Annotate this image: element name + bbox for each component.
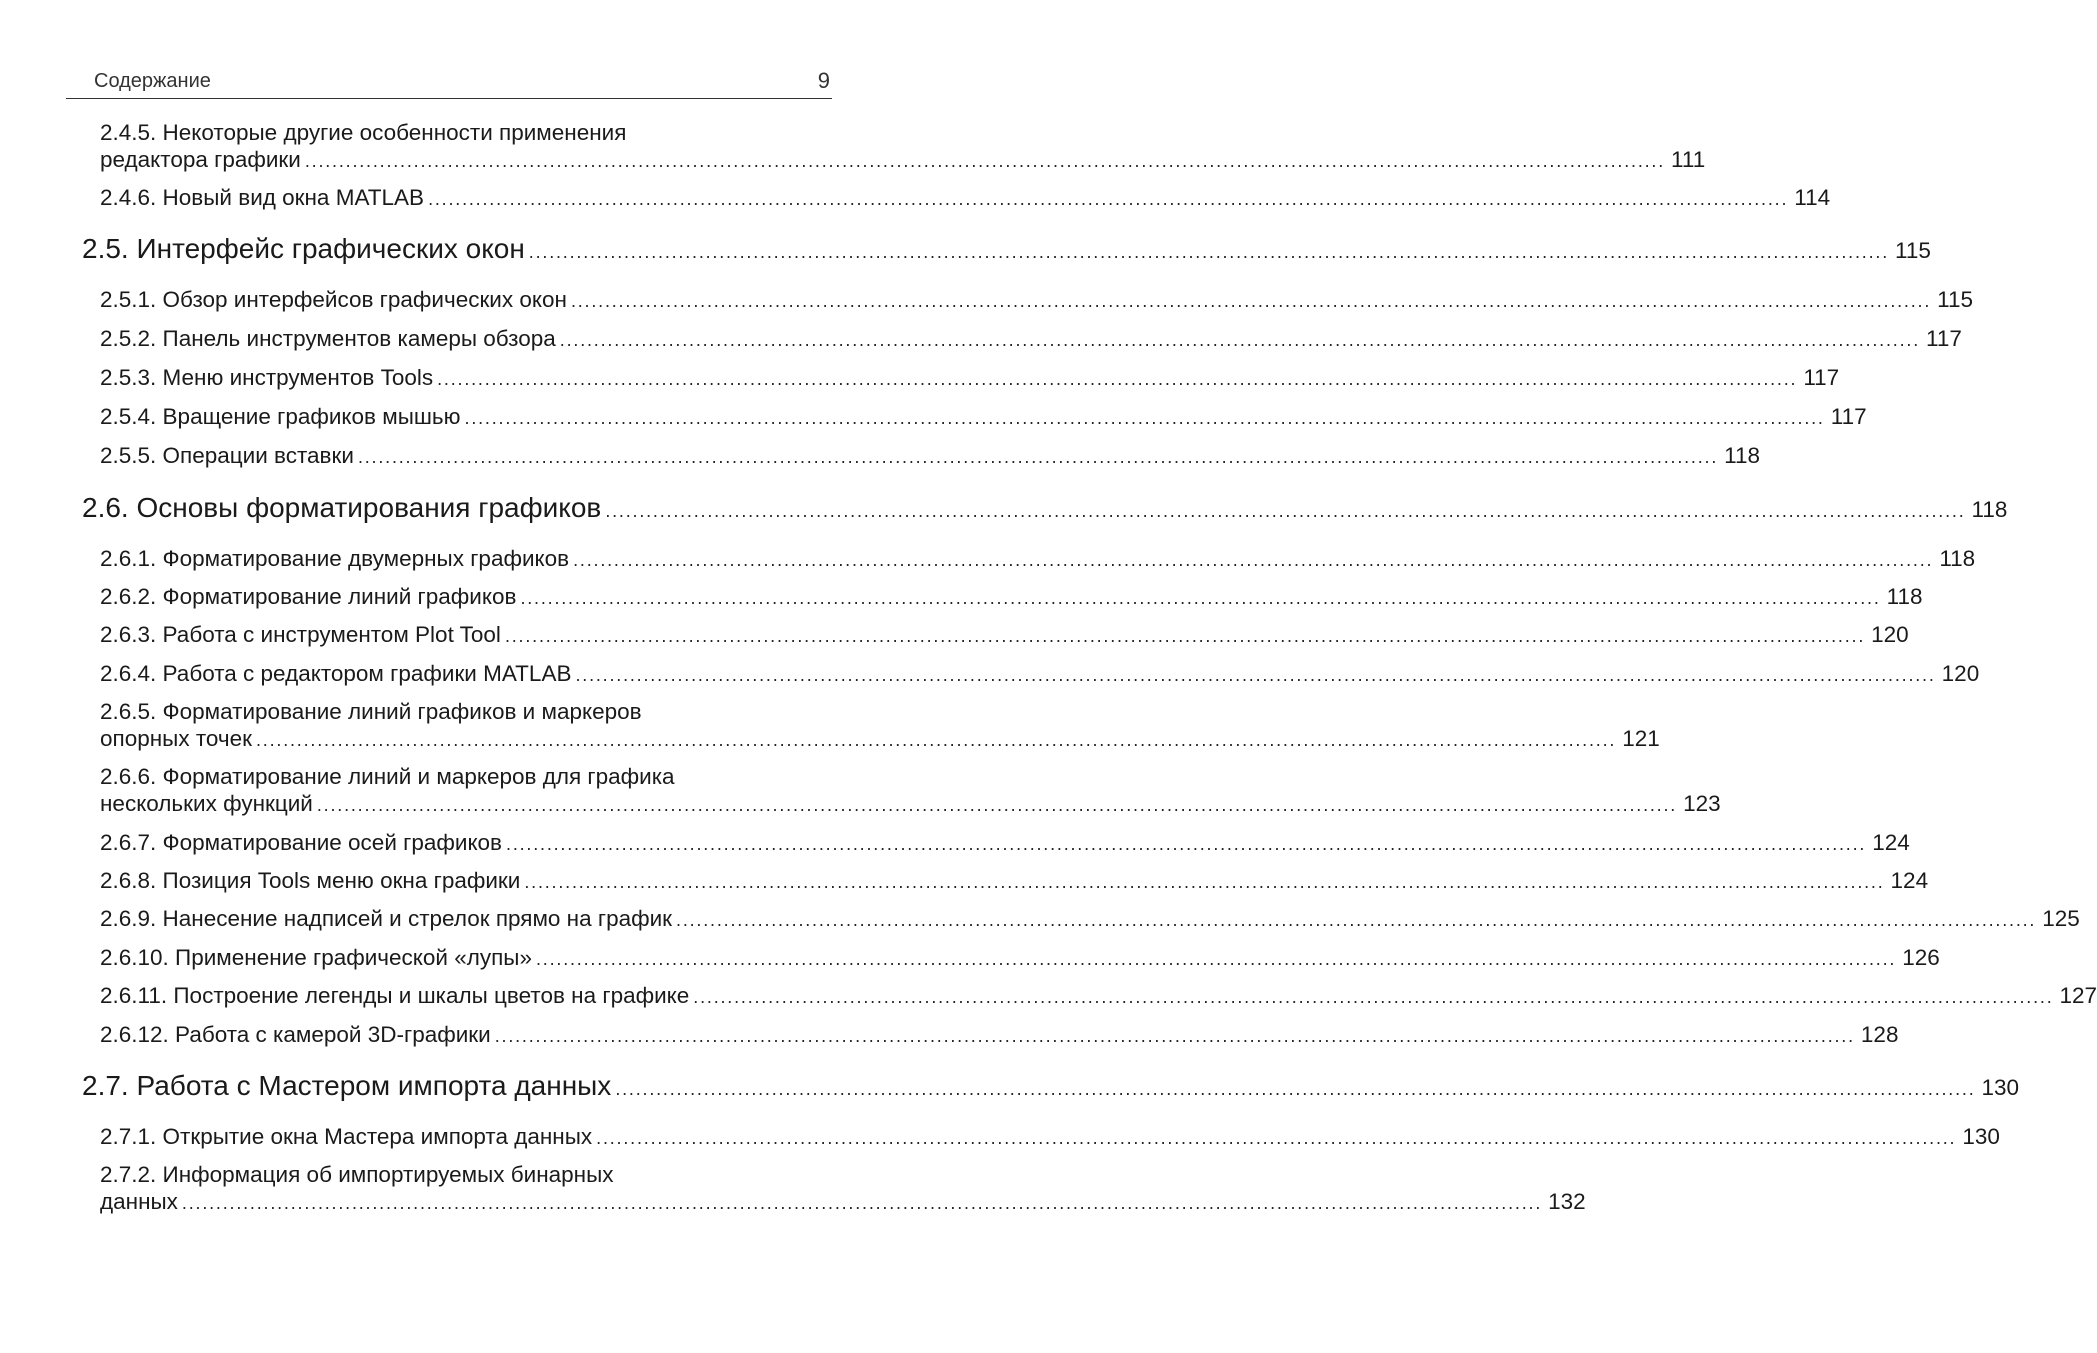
leader-dots: ........................................................................................................................................................................................................: [575, 665, 1936, 685]
toc-page-number: 117: [1803, 365, 1840, 390]
leader-dots: ........................................................................................................................................................................................................: [605, 501, 1966, 521]
leader-dots: ........................................................................................................................................................................................................: [428, 189, 1789, 209]
leader-dots: ........................................................................................................................................................................................................: [559, 330, 1920, 350]
leader-dots: ........................................................................................................................................................................................................: [528, 242, 1889, 262]
toc-entry-2-6-11[interactable]: [100, 982, 2097, 1011]
toc-entry-title: 2.6.12. Работа с камерой 3D-графики: [100, 1022, 491, 1047]
toc-section-title: 2.5. Интерфейс графических окон: [82, 233, 525, 264]
toc-entry-title: 2.6.4. Работа с редактором графики MATLAB: [100, 661, 572, 686]
toc-page-number: 118: [1724, 443, 1761, 468]
toc-entry-title: редактора графики: [100, 147, 301, 172]
leader-dots: ........................................................................................................................................................................................................: [494, 1026, 1855, 1046]
toc-entry-2-6-12[interactable]: [100, 1021, 1899, 1050]
toc-entry-title: 2.5.5. Операции вставки: [100, 443, 354, 468]
toc-entry-2-5-3[interactable]: [100, 364, 1840, 393]
toc-entry-title: 2.5.2. Панель инструментов камеры обзора: [100, 326, 556, 351]
toc-page-number: 130: [1981, 1075, 2020, 1100]
toc-page-number: 124: [1890, 868, 1929, 893]
leader-dots: ........................................................................................................................................................................................................: [570, 291, 1932, 311]
toc-entry-title: 2.6.11. Построение легенды и шкалы цветов на графике: [100, 983, 690, 1008]
toc-entry-2-6-7[interactable]: [100, 829, 1910, 858]
toc-entry-title: данных: [100, 1189, 178, 1214]
leader-dots: ........................................................................................................................................................................................................: [676, 910, 2037, 930]
toc-entry-2-4-5[interactable]: [100, 119, 1706, 175]
leader-dots: ........................................................................................................................................................................................................: [520, 588, 1881, 608]
leader-dots: ........................................................................................................................................................................................................: [255, 730, 1617, 750]
toc-entry-title-line1: 2.6.5. Форматирование линий графиков и маркеров: [100, 699, 642, 724]
toc-page-number: 120: [1871, 622, 1909, 647]
toc-page-number: 115: [1937, 287, 1974, 312]
toc-entry-2-6-6[interactable]: [100, 763, 1721, 819]
leader-dots: ........................................................................................................................................................................................................: [304, 151, 1666, 171]
leader-dots: ........................................................................................................................................................................................................: [506, 834, 1867, 854]
leader-dots: ........................................................................................................................................................................................................: [573, 550, 1934, 570]
toc-section-title: 2.6. Основы форматирования графиков: [82, 492, 602, 523]
toc-section-title: 2.7. Работа с Мастером импорта данных: [82, 1070, 612, 1101]
toc-page-number: 124: [1872, 830, 1910, 855]
running-title: Содержание: [94, 70, 211, 92]
toc-entry-title: 2.6.10. Применение графической «лупы»: [100, 945, 532, 970]
toc-page-number: 132: [1548, 1189, 1586, 1214]
toc-entry-2-6-3[interactable]: [100, 621, 1909, 650]
toc-page-number: 118: [1971, 497, 2008, 522]
leader-dots: ........................................................................................................................................................................................................: [535, 949, 1897, 969]
toc-page-number: 117: [1830, 404, 1867, 429]
toc-entry-title: 2.6.3. Работа с инструментом Plot Tool: [100, 622, 501, 647]
toc-entry-title: 2.4.6. Новый вид окна MATLAB: [100, 185, 425, 210]
toc-page-number: 111: [1671, 147, 1706, 172]
toc-entry-title: 2.7.1. Открытие окна Мастера импорта данных: [100, 1124, 593, 1149]
leader-dots: ........................................................................................................................................................................................................: [615, 1079, 1976, 1099]
toc-entry-2-6-1[interactable]: [100, 545, 1976, 574]
toc-section-2-6[interactable]: [82, 492, 2008, 527]
toc-entry-2-6-8[interactable]: [100, 867, 1929, 896]
toc-section-2-5[interactable]: [82, 233, 1931, 268]
toc-entry-2-5-1[interactable]: [100, 286, 1974, 315]
toc-entry-2-6-4[interactable]: [100, 660, 1980, 689]
toc-entry-2-5-5[interactable]: [100, 442, 1761, 471]
toc-entry-title: 2.6.9. Нанесение надписей и стрелок прямо на график: [100, 906, 673, 931]
toc-page-number: 121: [1622, 726, 1660, 751]
toc-page-number: 118: [1886, 584, 1923, 609]
toc-page-number: 123: [1683, 791, 1721, 816]
toc-entry-2-7-2[interactable]: [100, 1161, 1586, 1217]
toc-page-number: 128: [1860, 1022, 1899, 1047]
toc-entry-title: 2.6.2. Форматирование линий графиков: [100, 584, 517, 609]
leader-dots: ........................................................................................................................................................................................................: [693, 987, 2054, 1007]
page-header: [66, 62, 832, 99]
toc-entry-2-4-6[interactable]: [100, 184, 1831, 213]
toc-entry-title: опорных точек: [100, 726, 252, 751]
toc-entry-title: 2.5.1. Обзор интерфейсов графических окон: [100, 287, 567, 312]
toc-entry-2-7-1[interactable]: [100, 1123, 2000, 1152]
toc-entry-title-line1: 2.4.5. Некоторые другие особенности применения: [100, 120, 627, 145]
toc-page-number: 115: [1895, 238, 1931, 263]
toc-page-number: 118: [1939, 546, 1976, 571]
leader-dots: ........................................................................................................................................................................................................: [504, 626, 1866, 646]
toc-entry-title: 2.6.8. Позиция Tools меню окна графики: [100, 868, 521, 893]
toc-entry-2-6-9[interactable]: [100, 905, 2080, 934]
toc-entry-title: 2.6.1. Форматирование двумерных графиков: [100, 546, 570, 571]
toc-entry-title: 2.5.4. Вращение графиков мышью: [100, 404, 461, 429]
toc-page-number: 126: [1902, 945, 1940, 970]
toc-entry-title: 2.6.7. Форматирование осей графиков: [100, 830, 503, 855]
leader-dots: ........................................................................................................................................................................................................: [464, 408, 1825, 428]
toc-entry-2-5-4[interactable]: [100, 403, 1867, 432]
leader-dots: ........................................................................................................................................................................................................: [596, 1128, 1957, 1148]
toc-section-2-7[interactable]: [82, 1070, 2020, 1105]
toc-page-number: 120: [1941, 661, 1980, 686]
toc-page-number: 127: [2059, 983, 2097, 1008]
toc-entry-title: 2.5.3. Меню инструментов Tools: [100, 365, 434, 390]
toc-page-number: 125: [2042, 906, 2080, 931]
toc-page-number: 130: [1962, 1124, 2000, 1149]
toc-entry-2-5-2[interactable]: [100, 325, 1962, 354]
leader-dots: ........................................................................................................................................................................................................: [357, 447, 1719, 467]
leader-dots: ........................................................................................................................................................................................................: [181, 1193, 1543, 1213]
leader-dots: ........................................................................................................................................................................................................: [316, 795, 1678, 815]
toc-entry-title: нескольких функций: [100, 791, 313, 816]
toc-entry-2-6-5[interactable]: [100, 698, 1660, 754]
toc-entry-2-6-2[interactable]: [100, 583, 1923, 612]
page-number: 9: [817, 68, 830, 93]
toc-entry-title-line1: 2.6.6. Форматирование линий и маркеров для графика: [100, 764, 675, 789]
leader-dots: ........................................................................................................................................................................................................: [437, 369, 1798, 389]
leader-dots: ........................................................................................................................................................................................................: [524, 872, 1885, 892]
toc-page-number: 117: [1926, 326, 1962, 351]
toc-page-number: 114: [1794, 185, 1831, 210]
toc-entry-title-line1: 2.7.2. Информация об импортируемых бинарных: [100, 1162, 614, 1187]
toc-entry-2-6-10[interactable]: [100, 944, 1940, 973]
